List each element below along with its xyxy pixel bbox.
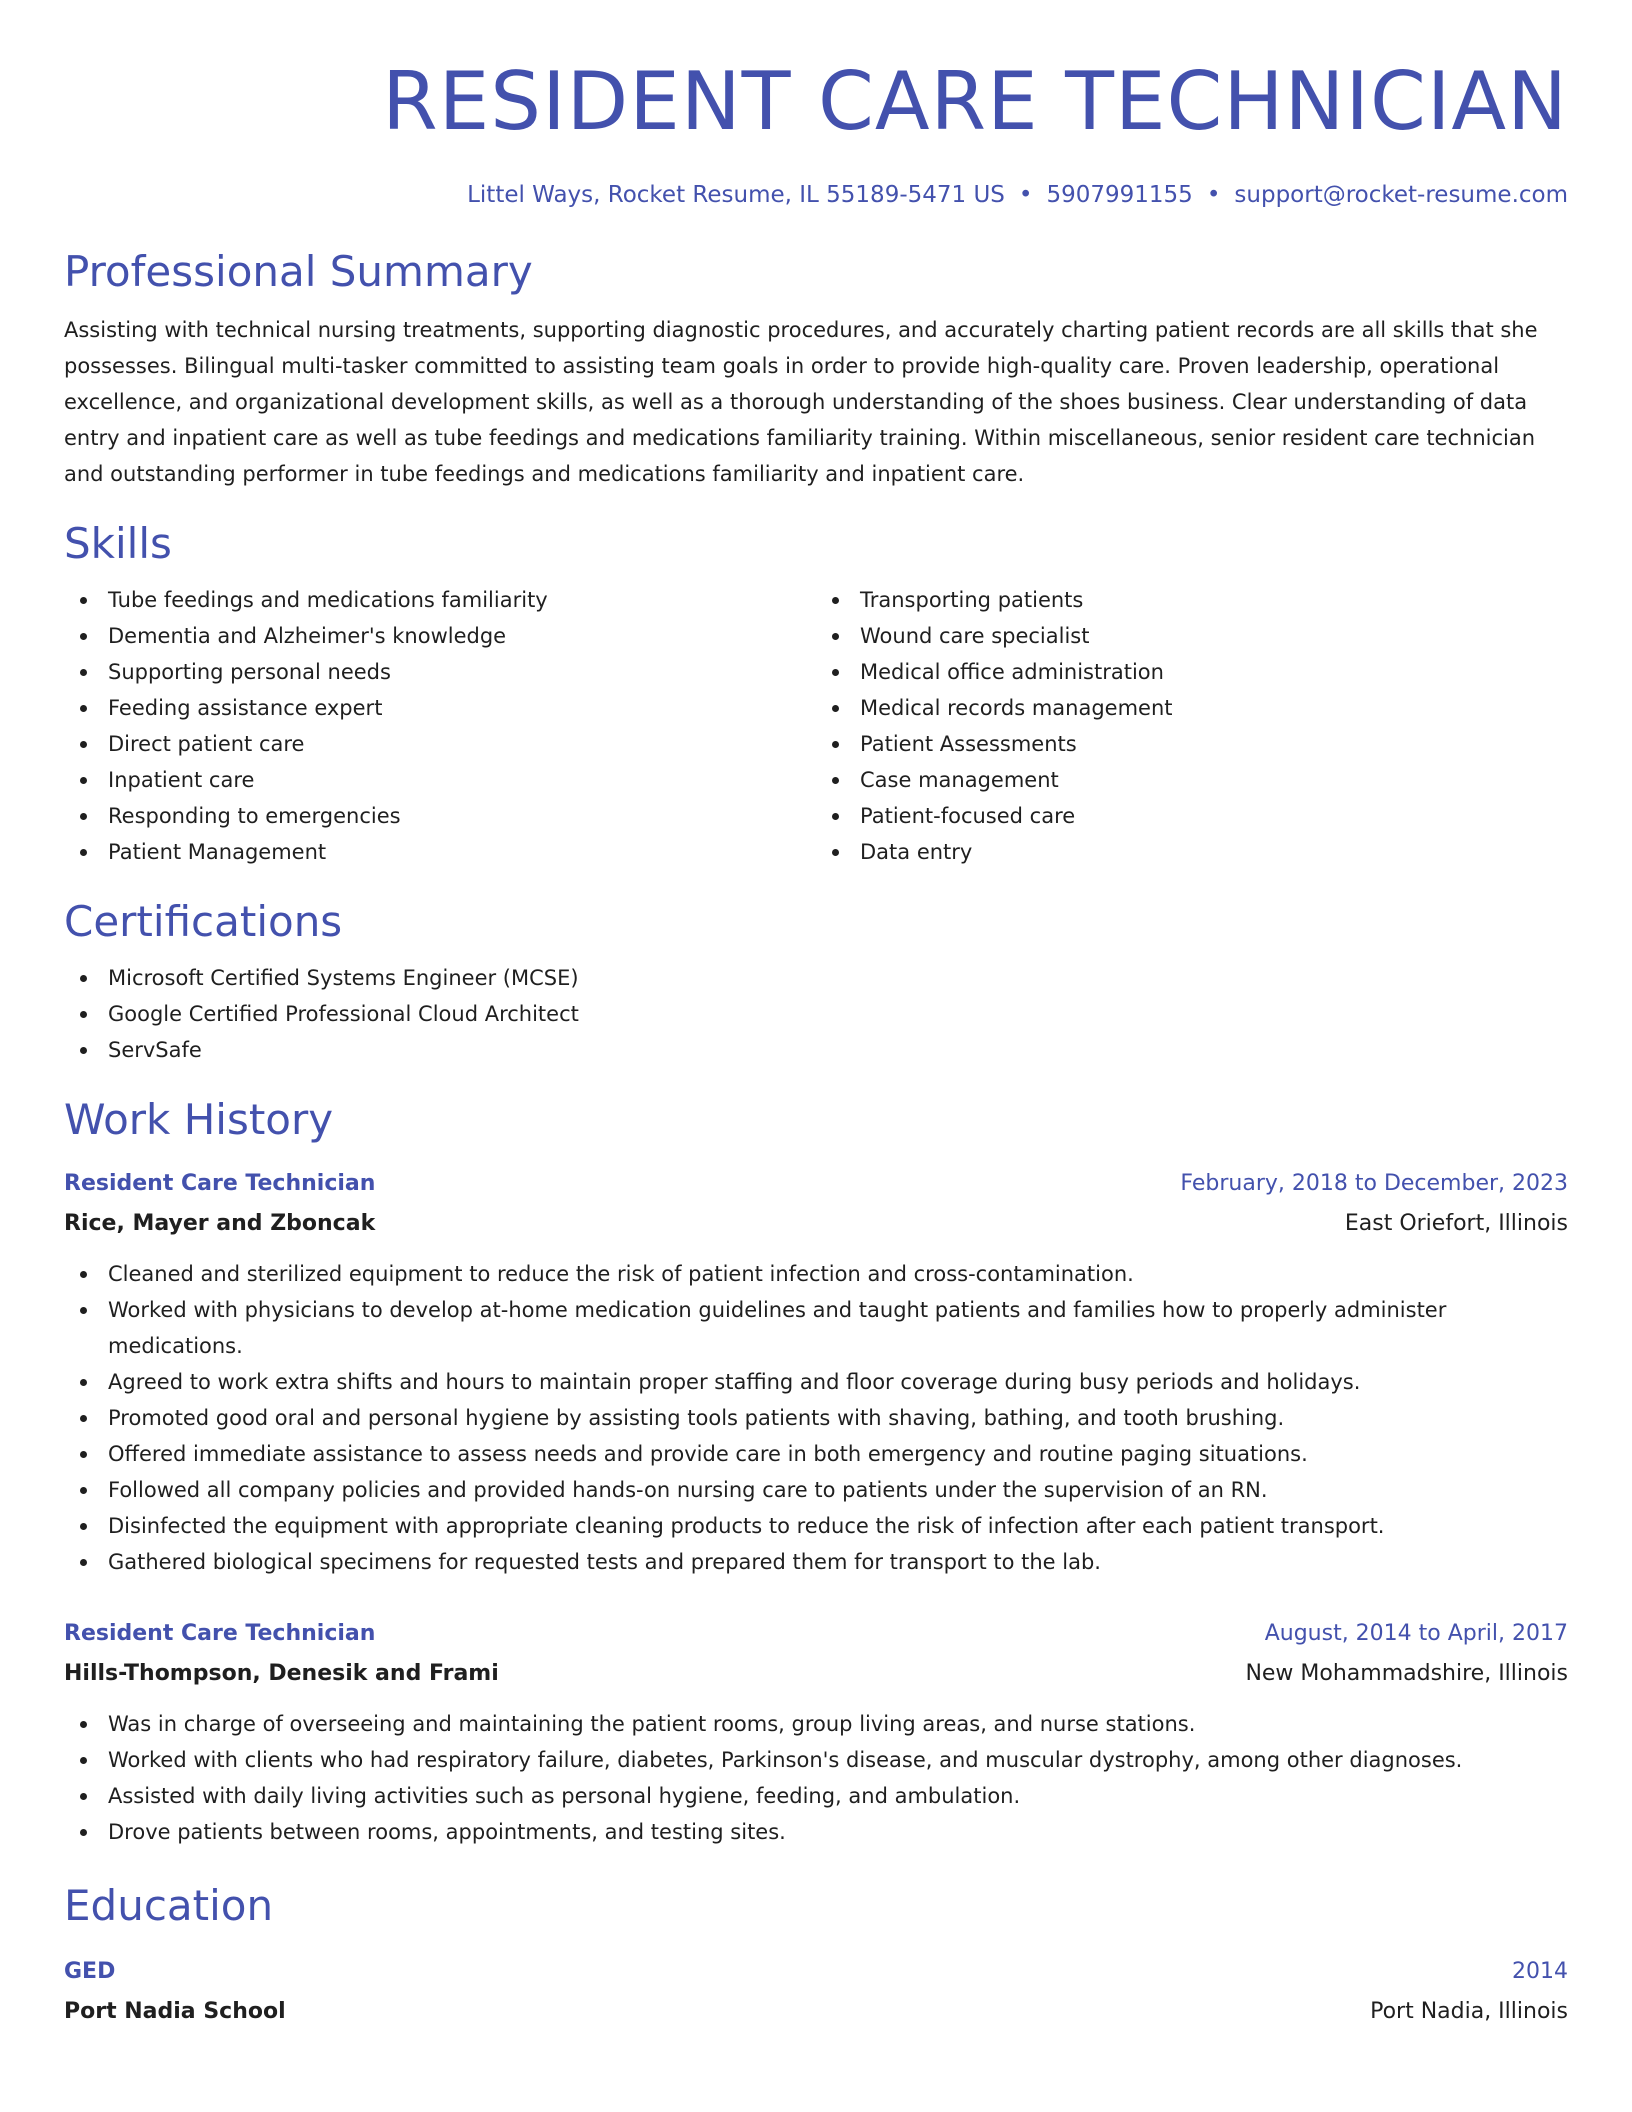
job-duty: Agreed to work extra shifts and hours to maintain proper staffing and floor coverage during busy periods and holidays. <box>108 1364 1568 1400</box>
skill-item: Medical office administration <box>860 654 1568 690</box>
education-school: Port Nadia School <box>64 1999 286 2024</box>
job-location: East Oriefort, Illinois <box>1344 1211 1568 1236</box>
work-history-heading: Work History <box>64 1095 334 1144</box>
job-duty: Drove patients between rooms, appointments, and testing sites. <box>108 1814 1568 1850</box>
job-employer-row <box>64 1652 1568 1692</box>
job-duty: Promoted good oral and personal hygiene by assisting tools patients with shaving, bathing, and tooth brushing. <box>108 1400 1568 1436</box>
job-duty: Gathered biological specimens for requested tests and prepared them for transport to the lab. <box>108 1544 1568 1580</box>
certifications-heading: Certifications <box>64 897 343 946</box>
job-header-row <box>64 1166 1568 1202</box>
job-duty: Followed all company policies and provided hands-on nursing care to patients under the supervision of an RN. <box>108 1472 1568 1508</box>
job-duty: Disinfected the equipment with appropriate cleaning products to reduce the risk of infection after each patient transport. <box>108 1508 1568 1544</box>
education-degree: GED <box>64 1959 116 1984</box>
resume-page <box>64 52 1568 2030</box>
job-duty: Cleaned and sterilized equipment to reduce the risk of patient infection and cross-contamination. <box>108 1256 1568 1292</box>
contact-phone: 5907991155 <box>1046 182 1193 208</box>
job-title: Resident Care Technician <box>64 1171 376 1196</box>
skill-item: Transporting patients <box>860 582 1568 618</box>
job-dates: August, 2014 to April, 2017 <box>1264 1621 1568 1646</box>
certifications-list <box>64 960 1568 1068</box>
education-header-row <box>64 1954 1568 1990</box>
skill-item: Patient-focused care <box>860 798 1568 834</box>
contact-address: Littel Ways, Rocket Resume, IL 55189-5471 US <box>467 182 1005 208</box>
skill-item: Supporting personal needs <box>108 654 816 690</box>
skills-columns <box>64 582 1568 870</box>
skill-item: Responding to emergencies <box>108 798 816 834</box>
job-employer-row <box>64 1202 1568 1242</box>
job-duty: Worked with physicians to develop at-home medication guidelines and taught patients and families how to properly administer medications. <box>108 1292 1568 1364</box>
job-dates: February, 2018 to December, 2023 <box>1180 1171 1568 1196</box>
skill-item: Medical records management <box>860 690 1568 726</box>
skill-item: Case management <box>860 762 1568 798</box>
contact-line <box>64 180 1568 210</box>
job-employer: Rice, Mayer and Zboncak <box>64 1211 376 1236</box>
skill-item: Wound care specialist <box>860 618 1568 654</box>
candidate-name: RESIDENT CARE TECHNICIAN <box>382 55 1568 148</box>
skill-item: Inpatient care <box>108 762 816 798</box>
skill-item: Dementia and Alzheimer's knowledge <box>108 618 816 654</box>
job-entry <box>64 1616 1568 1850</box>
job-duty: Offered immediate assistance to assess needs and provide care in both emergency and routine paging situations. <box>108 1436 1568 1472</box>
job-duty: Worked with clients who had respiratory failure, diabetes, Parkinson's disease, and muscular dystrophy, among other diagnoses. <box>108 1742 1568 1778</box>
contact-separator: • <box>1018 182 1033 208</box>
contact-email: support@rocket-resume.com <box>1234 182 1568 208</box>
summary-heading: Professional Summary <box>64 247 533 296</box>
summary-text: Assisting with technical nursing treatments, supporting diagnostic procedures, and accurately charting patient records are all skills that she possesses. Bilingual multi-tasker committed to assisting team goals in order to provide high-quality care. Proven leadership, operational excellence, and organizational development skills, as well as a thorough understanding of the shoes business. Clear understanding of data entry and inpatient care as well as tube feedings and medications familiarity training. Within miscellaneous, senior resident care technician and outstanding performer in tube feedings and medications familiarity and inpatient care. <box>64 318 1538 486</box>
education-year: 2014 <box>1512 1959 1568 1984</box>
job-header-row <box>64 1616 1568 1652</box>
education-entry <box>64 1954 1568 2030</box>
education-school-row <box>64 1990 1568 2030</box>
skill-item: Tube feedings and medications familiarity <box>108 582 816 618</box>
skills-list-left <box>64 582 816 870</box>
job-duty: Assisted with daily living activities such as personal hygiene, feeding, and ambulation. <box>108 1778 1568 1814</box>
skills-heading: Skills <box>64 519 172 568</box>
education-heading: Education <box>64 1881 274 1930</box>
certification-item: Microsoft Certified Systems Engineer (MCSE) <box>108 960 1568 996</box>
skills-list-right <box>816 582 1568 870</box>
job-employer: Hills-Thompson, Denesik and Frami <box>64 1661 499 1686</box>
skill-item: Patient Assessments <box>860 726 1568 762</box>
job-duties-list <box>64 1256 1568 1580</box>
skill-item: Direct patient care <box>108 726 816 762</box>
job-entry <box>64 1166 1568 1580</box>
certification-item: Google Certified Professional Cloud Architect <box>108 996 1568 1032</box>
job-title: Resident Care Technician <box>64 1621 376 1646</box>
contact-separator: • <box>1206 182 1221 208</box>
job-duty: Was in charge of overseeing and maintaining the patient rooms, group living areas, and nurse stations. <box>108 1706 1568 1742</box>
certification-item: ServSafe <box>108 1032 1568 1068</box>
job-duties-list <box>64 1706 1568 1850</box>
skill-item: Patient Management <box>108 834 816 870</box>
education-location: Port Nadia, Illinois <box>1370 1999 1568 2024</box>
skill-item: Feeding assistance expert <box>108 690 816 726</box>
skill-item: Data entry <box>860 834 1568 870</box>
job-location: New Mohammadshire, Illinois <box>1245 1661 1568 1686</box>
